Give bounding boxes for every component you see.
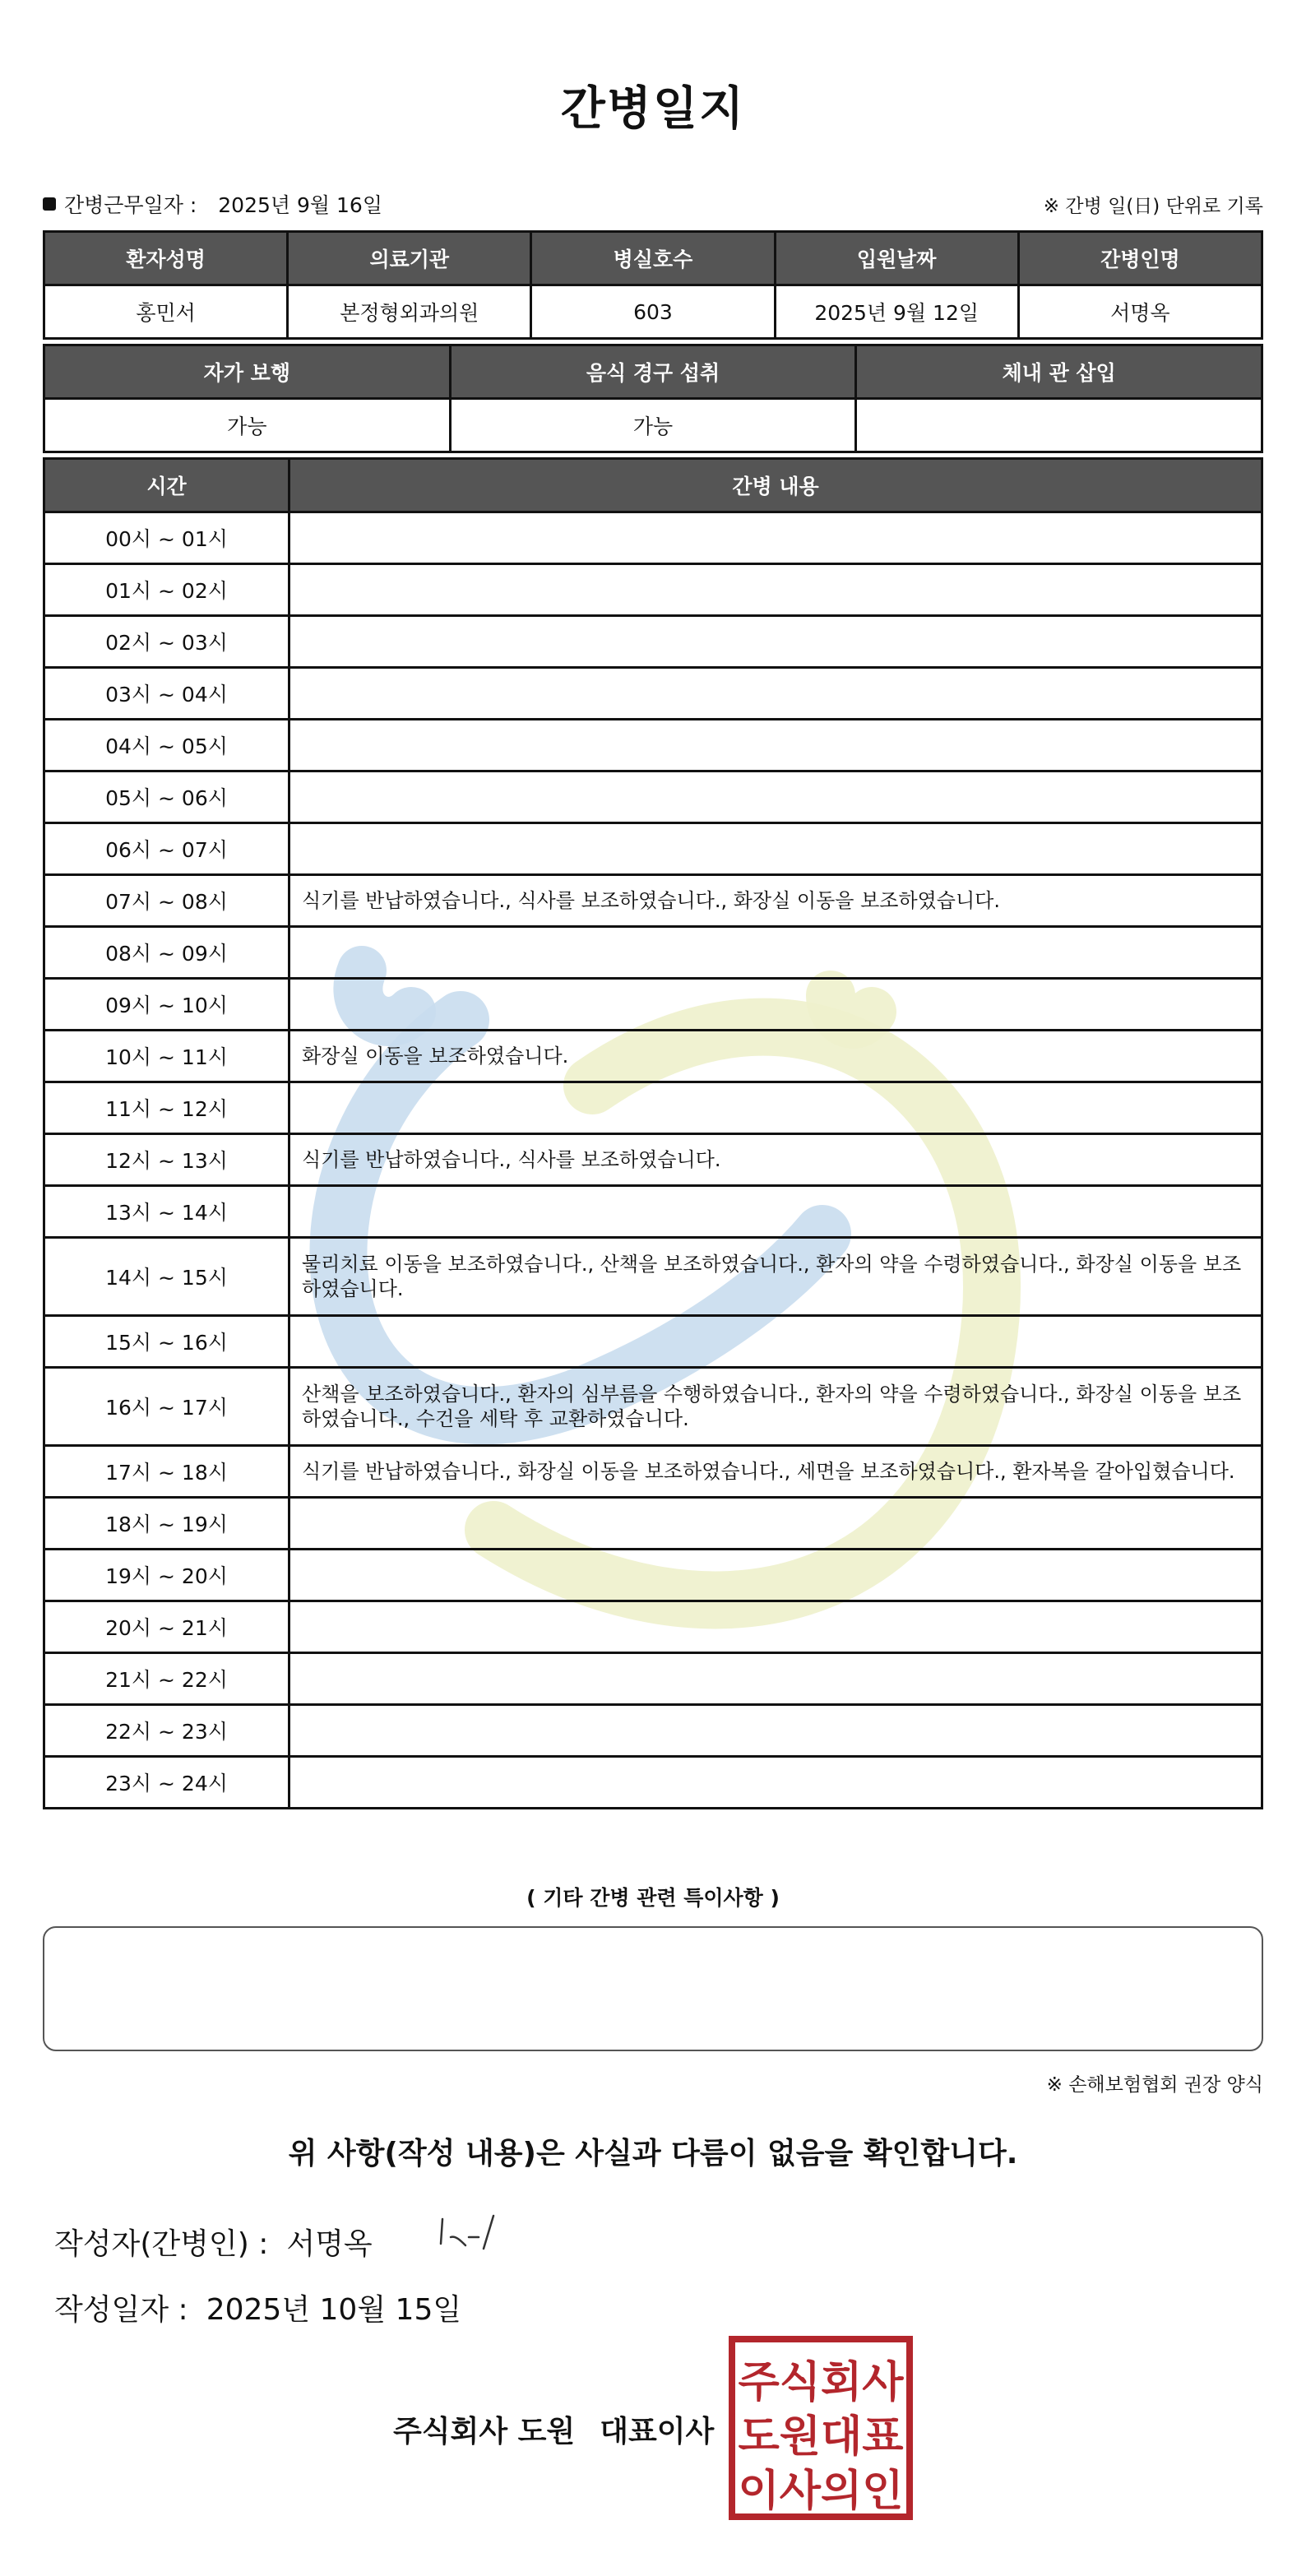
- table-row: [44, 1757, 1262, 1809]
- table-row: [44, 616, 1262, 668]
- header-oral-intake: 음식 경구 섭취: [450, 345, 856, 399]
- table-row: [44, 1186, 1262, 1238]
- care-content: [289, 771, 1262, 823]
- care-content: [289, 1550, 1262, 1601]
- care-content: 식기를 반납하였습니다., 화장실 이동을 보조하였습니다., 세면을 보조하였습니다., 환자복을 갈아입혔습니다.: [289, 1446, 1262, 1498]
- tube-value: [856, 399, 1262, 452]
- time-slot: 06시 ~ 07시: [44, 823, 289, 875]
- time-slot: 03시 ~ 04시: [44, 668, 289, 720]
- header-patient-name: 환자성명: [44, 232, 288, 285]
- seal-line-1: 주식회사: [738, 2358, 904, 2407]
- work-date-value: 2025년 9월 16일: [218, 193, 382, 217]
- table-row: [44, 1653, 1262, 1705]
- time-slot: 20시 ~ 21시: [44, 1601, 289, 1653]
- table-row: [44, 927, 1262, 979]
- care-content: [289, 1757, 1262, 1809]
- company-name: 주식회사 도원: [393, 2415, 576, 2449]
- care-content: [289, 1082, 1262, 1134]
- care-content: 물리치료 이동을 보조하였습니다., 산책을 보조하였습니다., 환자의 약을 수령하였습니다., 화장실 이동을 보조하였습니다.: [289, 1238, 1262, 1316]
- table-row: [44, 1446, 1262, 1498]
- care-content: [289, 1653, 1262, 1705]
- insurer-note: ※ 손해보험협회 권장 양식: [1046, 2074, 1263, 2096]
- table-row: [44, 1550, 1262, 1601]
- company-representative: 대표이사: [600, 2415, 715, 2449]
- table-row: [44, 1705, 1262, 1757]
- table-row: [44, 1601, 1262, 1653]
- table-row: [44, 979, 1262, 1031]
- table-row: [44, 668, 1262, 720]
- page-title: 간병일지: [560, 82, 746, 136]
- header-time: 시간: [44, 459, 289, 512]
- table-row: [44, 823, 1262, 875]
- remarks-box: [43, 1926, 1263, 2051]
- caregiver-name: 서명옥: [1018, 285, 1262, 339]
- care-content: [289, 1316, 1262, 1368]
- patient-name: 홍민서: [44, 285, 288, 339]
- time-slot: 04시 ~ 05시: [44, 720, 289, 771]
- care-content: [289, 979, 1262, 1031]
- time-slot: 18시 ~ 19시: [44, 1498, 289, 1550]
- header-care-content: 간병 내용: [289, 459, 1262, 512]
- time-slot: 14시 ~ 15시: [44, 1238, 289, 1316]
- walking-value: 가능: [44, 399, 451, 452]
- care-content: [289, 668, 1262, 720]
- header-walking: 자가 보행: [44, 345, 451, 399]
- table-row: [44, 1498, 1262, 1550]
- care-content: [289, 564, 1262, 616]
- time-slot: 01시 ~ 02시: [44, 564, 289, 616]
- header-room: 병실호수: [531, 232, 775, 285]
- admission-date: 2025년 9월 12일: [775, 285, 1018, 339]
- written-date-label: 작성일자 :: [54, 2293, 188, 2327]
- time-slot: 16시 ~ 17시: [44, 1368, 289, 1446]
- time-slot: 21시 ~ 22시: [44, 1653, 289, 1705]
- care-content: 화장실 이동을 보조하였습니다.: [289, 1031, 1262, 1082]
- table-row: [44, 1368, 1262, 1446]
- writer-name: 서명옥: [286, 2227, 373, 2261]
- care-content: [289, 927, 1262, 979]
- table-row: [44, 512, 1262, 564]
- record-note: ※ 간병 일(日) 단위로 기록: [1043, 196, 1263, 217]
- header-caregiver: 간병인명: [1018, 232, 1262, 285]
- work-date-label: 간병근무일자 :: [64, 193, 197, 217]
- writer: [54, 2221, 373, 2263]
- time-slot: 11시 ~ 12시: [44, 1082, 289, 1134]
- table-row: [44, 875, 1262, 927]
- care-content: [289, 1498, 1262, 1550]
- time-slot: 05시 ~ 06시: [44, 771, 289, 823]
- care-content: 산책을 보조하였습니다., 환자의 심부름을 수행하였습니다., 환자의 약을 수령하였습니다., 화장실 이동을 보조하였습니다., 수건을 세탁 후 교환하였습니다.: [289, 1368, 1262, 1446]
- company: [393, 2408, 714, 2450]
- written-date: [54, 2286, 461, 2328]
- table-row: [44, 564, 1262, 616]
- remarks-title: ( 기타 간병 관련 특이사항 ): [526, 1886, 780, 1910]
- table-row: [44, 1082, 1262, 1134]
- seal-line-2: 도원대표: [738, 2412, 904, 2462]
- company-seal: [729, 2336, 913, 2520]
- time-slot: 10시 ~ 11시: [44, 1031, 289, 1082]
- writer-label: 작성자(간병인) :: [54, 2227, 269, 2261]
- care-log-table: [43, 457, 1263, 1809]
- patient-status-table: [43, 344, 1263, 453]
- time-slot: 00시 ~ 01시: [44, 512, 289, 564]
- time-slot: 09시 ~ 10시: [44, 979, 289, 1031]
- patient-info-table: [43, 230, 1263, 340]
- care-content: 식기를 반납하였습니다., 식사를 보조하였습니다., 화장실 이동을 보조하였습니다.: [289, 875, 1262, 927]
- bullet-square-icon: [43, 197, 56, 211]
- care-content: 식기를 반납하였습니다., 식사를 보조하였습니다.: [289, 1134, 1262, 1186]
- care-content: [289, 1601, 1262, 1653]
- care-content: [289, 720, 1262, 771]
- care-content: [289, 616, 1262, 668]
- table-row: [44, 1238, 1262, 1316]
- written-date-value: 2025년 10월 15일: [206, 2293, 462, 2327]
- time-slot: 17시 ~ 18시: [44, 1446, 289, 1498]
- table-row: [44, 1316, 1262, 1368]
- header-tube: 체내 관 삽입: [856, 345, 1262, 399]
- time-slot: 02시 ~ 03시: [44, 616, 289, 668]
- header-admission-date: 입원날짜: [775, 232, 1018, 285]
- oral-intake-value: 가능: [450, 399, 856, 452]
- room-number: 603: [531, 285, 775, 339]
- table-row: [44, 1134, 1262, 1186]
- time-slot: 08시 ~ 09시: [44, 927, 289, 979]
- care-content: [289, 512, 1262, 564]
- seal-line-3: 이사의인: [738, 2467, 904, 2516]
- table-row: [44, 1031, 1262, 1082]
- care-content: [289, 1186, 1262, 1238]
- hospital-name: 본정형외과의원: [288, 285, 531, 339]
- time-slot: 07시 ~ 08시: [44, 875, 289, 927]
- header-hospital: 의료기관: [288, 232, 531, 285]
- handwritten-signature: [436, 2212, 526, 2262]
- time-slot: 23시 ~ 24시: [44, 1757, 289, 1809]
- care-content: [289, 1705, 1262, 1757]
- table-row: [44, 771, 1262, 823]
- time-slot: 22시 ~ 23시: [44, 1705, 289, 1757]
- time-slot: 15시 ~ 16시: [44, 1316, 289, 1368]
- care-content: [289, 823, 1262, 875]
- table-row: [44, 720, 1262, 771]
- confirmation-statement: 위 사항(작성 내용)은 사실과 다름이 없음을 확인합니다.: [288, 2137, 1018, 2171]
- work-date: [43, 189, 382, 219]
- time-slot: 19시 ~ 20시: [44, 1550, 289, 1601]
- time-slot: 13시 ~ 14시: [44, 1186, 289, 1238]
- time-slot: 12시 ~ 13시: [44, 1134, 289, 1186]
